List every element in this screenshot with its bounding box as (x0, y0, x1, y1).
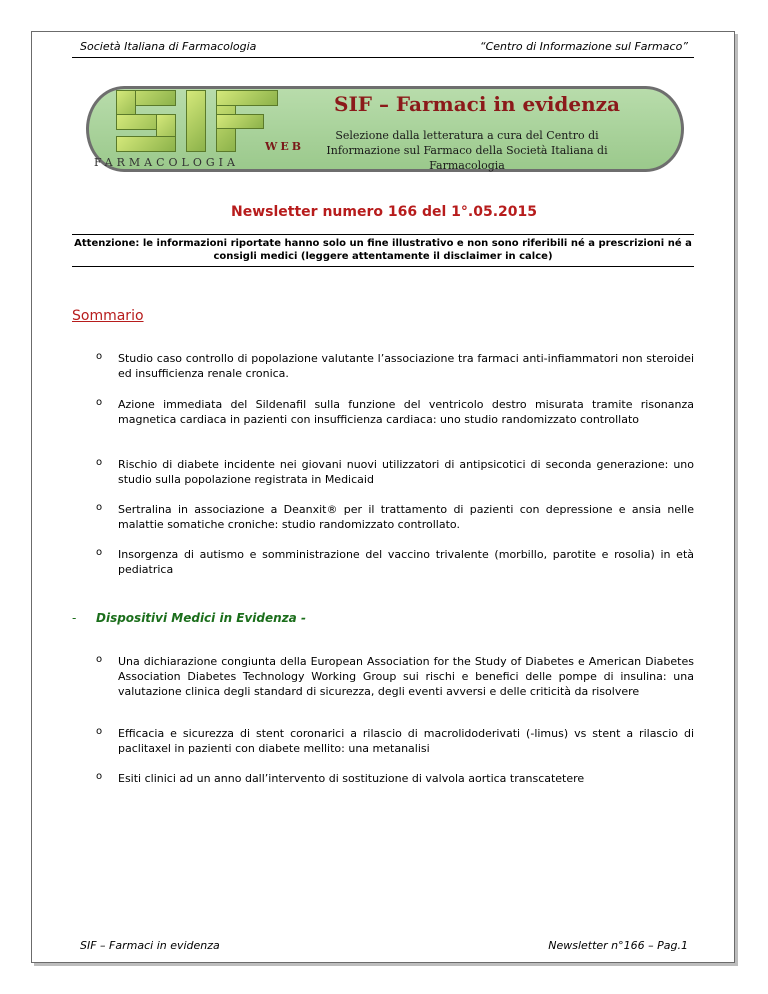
bullet-icon: o (96, 726, 103, 737)
list-item-text: Insorgenza di autismo e somministrazione del vaccino trivalente (morbillo, parotite e rosolia) in età pediatrica (118, 548, 694, 576)
dispositivi-heading: Dispositivi Medici in Evidenza - (96, 611, 306, 625)
sommario-heading[interactable]: Sommario (72, 308, 144, 324)
bullet-icon: o (96, 351, 103, 362)
banner-title: SIF – Farmaci in evidenza (334, 92, 620, 116)
header-right: “Centro di Informazione sul Farmaco” (479, 40, 688, 53)
disclaimer-warning: Attenzione: le informazioni riportate hanno solo un fine illustrativo e non sono riferibili né a prescrizioni né a consigli medici (leggere attentamente il disclaimer in calce) (74, 238, 692, 262)
newsletter-title: Newsletter numero 166 del 1°.05.2015 (231, 204, 537, 220)
bullet-icon: o (96, 397, 103, 408)
bullet-icon: o (96, 771, 103, 782)
footer-page-number: Newsletter n°166 – Pag.1 (548, 939, 688, 952)
dispositivi-dash: - (72, 611, 77, 625)
bullet-icon: o (96, 502, 103, 513)
list-item-text: Efficacia e sicurezza di stent coronarici a rilascio di macrolidoderivati (-limus) vs stent a rilascio di paclitaxel in pazienti con diabete mellito: una metanalisi (118, 727, 694, 755)
bullet-icon: o (96, 457, 103, 468)
footer-left: SIF – Farmaci in evidenza (80, 939, 220, 952)
list-item-text: Rischio di diabete incidente nei giovani nuovi utilizzatori di antipsicotici di seconda generazione: uno studio sulla popolazione registrata in Medicaid (118, 458, 694, 486)
bullet-icon: o (96, 547, 103, 558)
bullet-icon: o (96, 654, 103, 665)
header-left: Società Italiana di Farmacologia (80, 40, 257, 53)
warning-bottom-rule (72, 266, 694, 267)
logo-web-text: WEB (265, 140, 305, 153)
list-item-text: Esiti clinici ad un anno dall’intervento di sostituzione di valvola aortica transcatetere (118, 772, 585, 785)
banner (80, 78, 690, 180)
list-item-text: Una dichiarazione congiunta della European Association for the Study of Diabetes e American Diabetes Association Diabetes Technology Working Group sui rischi e benefici delle pompe di insulina: una valutazione clinica degli standard di sicurezza, degli eventi avversi e delle criticità da risolvere (118, 655, 694, 698)
header-rule (72, 57, 694, 58)
warning-top-rule (72, 234, 694, 235)
logo-farmacologia-text: FARMACOLOGIA (94, 156, 239, 169)
list-item-text: Sertralina in associazione a Deanxit® per il trattamento di pazienti con depressione e ansia nelle malattie somatiche croniche: studio randomizzato controllato. (118, 503, 694, 531)
list-item-text: Azione immediata del Sildenafil sulla funzione del ventricolo destro misurata tramite risonanza magnetica cardiaca in pazienti con insufficienza cardiaca: uno studio randomizzato controllato (118, 398, 694, 426)
banner-subtitle: Selezione dalla letteratura a cura del Centro di Informazione sul Farmaco della Società Italiana di Farmacologia (326, 129, 608, 172)
list-item-text: Studio caso controllo di popolazione valutante l’associazione tra farmaci anti-infiammatori non steroidei ed insufficienza renale cronica. (118, 352, 694, 380)
